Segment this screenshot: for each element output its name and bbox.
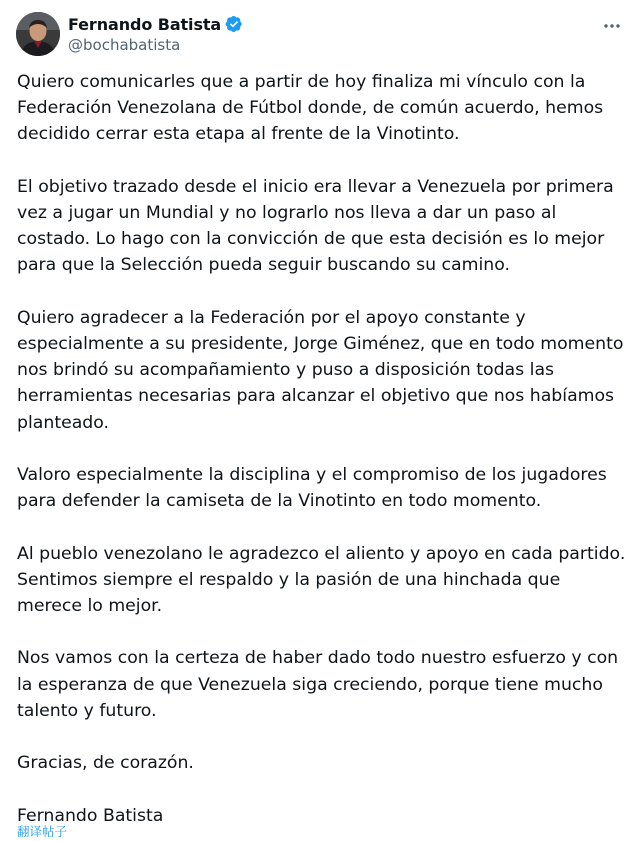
post-paragraph: El objetivo trazado desde el inicio era llevar a Venezuela por primera vez a jugar un Mundial y no lograrlo nos lleva a dar un paso al costado. Lo hago con la convicción de que esta decisión es lo mejor para que la Selección pueda seguir buscando su camino. xyxy=(17,176,614,276)
post-paragraph: Gracias, de corazón. xyxy=(17,753,194,774)
post-paragraph: Valoro especialmente la disciplina y el compromiso de los jugadores para defender la camiseta de la Vinotinto en todo momento. xyxy=(17,465,607,512)
display-name-row xyxy=(68,13,243,35)
verified-badge-icon xyxy=(225,15,243,33)
more-options-button[interactable] xyxy=(600,14,624,38)
post-body xyxy=(17,69,629,829)
author-info xyxy=(68,13,243,54)
handle[interactable]: @bochabatista xyxy=(68,36,181,54)
profile-photo-icon xyxy=(16,12,60,56)
post-paragraph: Quiero agradecer a la Federación por el apoyo constante y especialmente a su presidente, Jorge Giménez, que en todo momento nos brindó su acompañamiento y puso a disposición todas las herramientas necesarias para alcanzar el objetivo que nos habíamos planteado. xyxy=(17,307,624,433)
post-signature: Fernando Batista xyxy=(17,805,164,826)
more-icon xyxy=(602,16,622,36)
translate-post-link[interactable]: 翻译帖子 xyxy=(17,824,68,839)
post-header xyxy=(16,12,624,58)
post-paragraph: Quiero comunicarles que a partir de hoy finaliza mi vínculo con la Federación Venezolana de Fútbol donde, de común acuerdo, hemos decidido cerrar esta etapa al frente de la Vinotinto. xyxy=(17,72,604,145)
display-name[interactable]: Fernando Batista xyxy=(68,14,222,34)
post-paragraph: Al pueblo venezolano le agradezco el aliento y apoyo en cada partido. Sentimos siempre el respaldo y la pasión de una hinchada que merece lo mejor. xyxy=(17,543,626,616)
avatar[interactable] xyxy=(16,12,60,56)
post-paragraph: Nos vamos con la certeza de haber dado todo nuestro esfuerzo y con la esperanza de que Venezuela siga creciendo, porque tiene mucho talento y futuro. xyxy=(17,648,619,721)
